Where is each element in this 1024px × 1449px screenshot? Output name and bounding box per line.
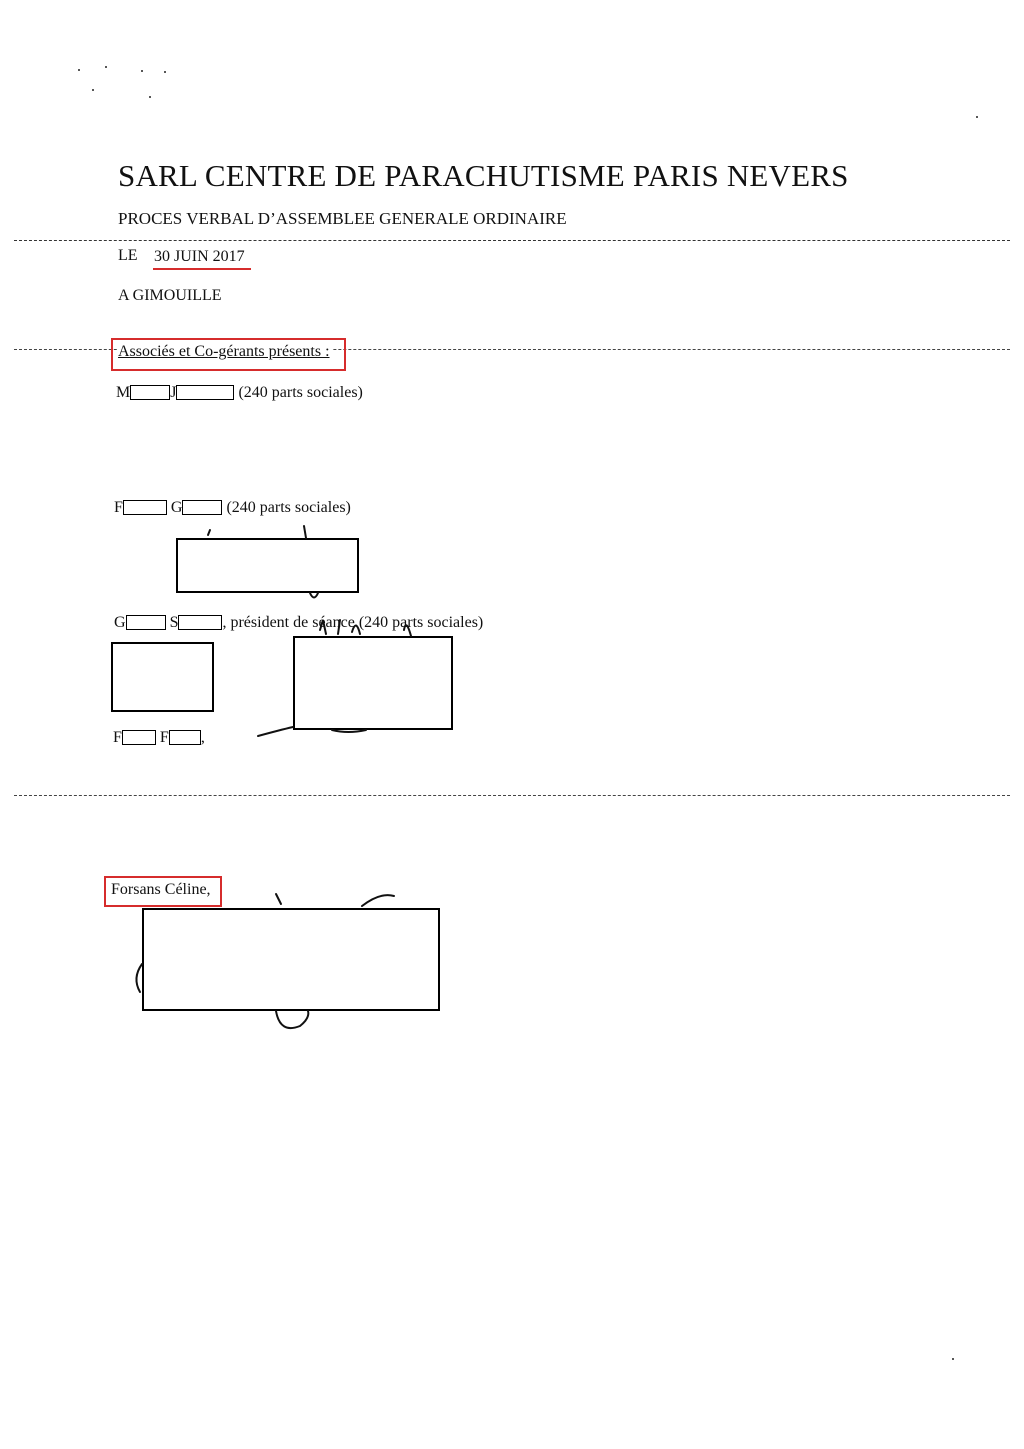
scan-speck <box>78 69 80 71</box>
redacted-name <box>182 500 222 515</box>
scan-speck <box>141 70 143 72</box>
date-prefix: LE <box>118 247 138 264</box>
redacted-signature <box>111 642 214 712</box>
attendee-row <box>116 384 363 402</box>
document-subtitle: PROCES VERBAL D’ASSEMBLEE GENERALE ORDINAIRE <box>118 209 567 228</box>
attendee-initial-first: G <box>114 614 126 631</box>
attendee-row <box>114 499 351 517</box>
attendee-row <box>113 729 205 747</box>
redacted-name <box>126 615 166 630</box>
date-highlight-underline <box>153 268 251 270</box>
document-title: SARL CENTRE DE PARACHUTISME PARIS NEVERS <box>118 158 849 193</box>
attendee-initial-first: F <box>114 499 123 516</box>
scan-speck <box>164 71 166 73</box>
attendee-initial-last: G <box>170 499 183 516</box>
scan-speck <box>92 89 94 91</box>
redacted-name <box>169 730 201 745</box>
attendee-shares: (240 parts sociales) <box>238 384 363 401</box>
header-divider <box>14 240 1010 241</box>
heading-highlight-box <box>111 338 346 371</box>
scan-speck <box>976 116 978 118</box>
attendee-row <box>114 614 483 632</box>
scan-speck <box>149 96 151 98</box>
redacted-signature <box>176 538 359 593</box>
attendee-initial-first: M <box>116 384 131 401</box>
section-divider-bottom <box>14 795 1010 796</box>
attendee-initial-last: F <box>159 729 169 746</box>
scan-speck <box>105 66 107 68</box>
redacted-name <box>122 730 156 745</box>
redacted-name <box>176 385 234 400</box>
attendee-initial-first: F <box>113 729 122 746</box>
scan-speck <box>952 1358 954 1360</box>
redacted-signature <box>142 908 440 1011</box>
redacted-name <box>130 385 170 400</box>
redacted-name <box>178 615 222 630</box>
meeting-location: A GIMOUILLE <box>118 287 222 304</box>
redacted-signature <box>293 636 453 730</box>
name-highlight-box <box>104 876 222 907</box>
attendee-initial-last: S <box>169 614 179 631</box>
attendees-heading: Associés et Co-gérants présents : <box>117 343 333 361</box>
redacted-name <box>123 500 167 515</box>
attendee-shares: , <box>200 729 205 746</box>
meeting-date: 30 JUIN 2017 <box>154 248 245 265</box>
attendee-shares: (240 parts sociales) <box>226 499 351 516</box>
attendee-initial-last: J <box>170 384 177 401</box>
attendee-shares: , président de séance (240 parts sociales) <box>222 614 484 631</box>
extra-attendee-name: Forsans Céline, <box>111 881 211 898</box>
